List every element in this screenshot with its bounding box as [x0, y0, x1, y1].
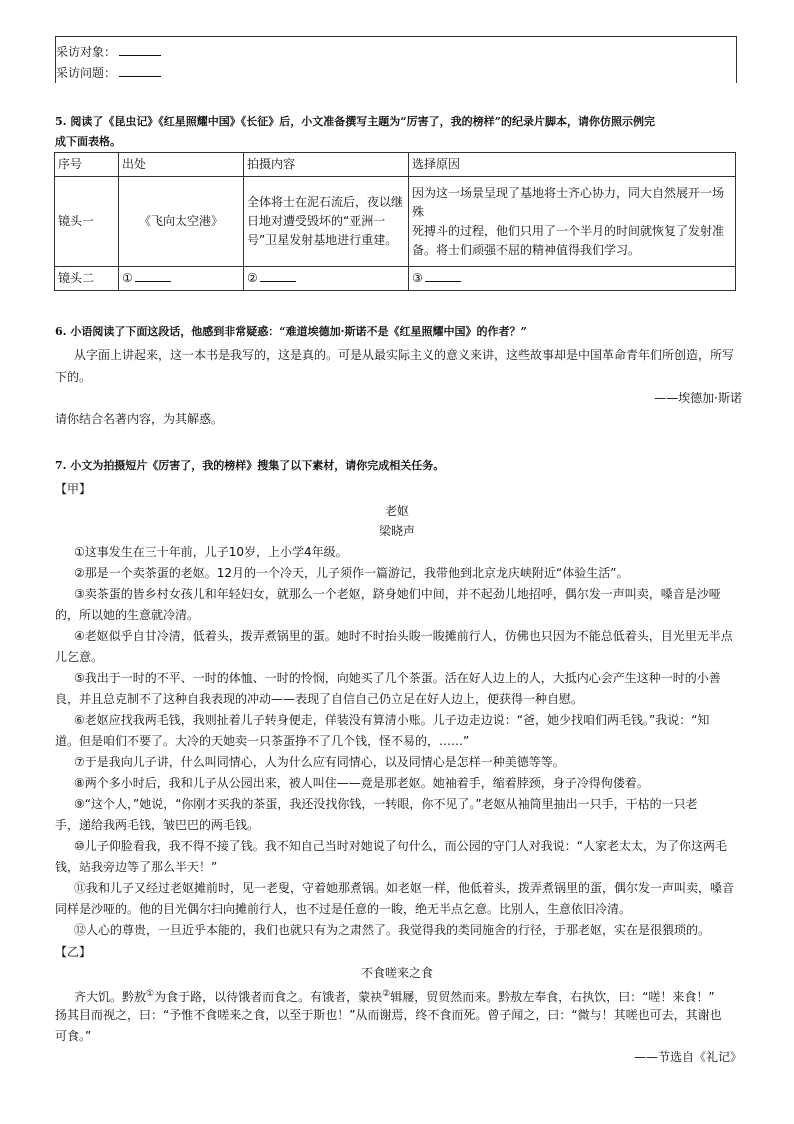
- interview-box: [55, 36, 737, 83]
- header-reason: 选择原因: [409, 153, 736, 177]
- row2-index: 镜头二: [55, 267, 119, 291]
- story-paragraph: 儿乞意。: [55, 650, 104, 664]
- interview-question-blank[interactable]: [119, 64, 161, 77]
- story-paragraph: 道。但是咱们不要了。大冷的天她卖一只茶蛋挣不了几个钱，怪不易的，……”: [55, 734, 470, 748]
- part-a-label: 【甲】: [55, 482, 92, 496]
- table-row: [55, 267, 736, 291]
- story-paragraph: 手，递给我两毛钱，皱巴巴的两毛钱。: [55, 818, 260, 832]
- row2-content-blank[interactable]: [260, 270, 296, 282]
- row2-source-blank[interactable]: [135, 270, 171, 282]
- row1-reason: [409, 177, 736, 267]
- q6-quote-line1: 从字面上讲起来，这一本书是我写的，这是真的。可是从最实际主义的意义来讲，这些故事却是中国革命青年们所创造，所写: [74, 348, 735, 362]
- blank-marker-2: ②: [247, 271, 258, 285]
- story-paragraph: ⑨“这个人，”她说，“你刚才买我的茶蛋，我还没找你钱，一转眼，你不见了。”老妪从袖筒里抽出一只手，干枯的一只老: [74, 797, 698, 811]
- story-paragraph: ④老妪似乎自甘冷清，低着头，拨弄煮锅里的蛋。她时不时抬头睃一睃摊前行人，仿佛也只因为不能总低着头，目光里无半点: [74, 629, 733, 643]
- row2-source-cell: [119, 267, 244, 291]
- blank-marker-3: ③: [412, 271, 423, 285]
- classic-text: 辑屦，贸贸然而来。黔敖左奉食，右执饮，曰：“嗟！来食！”: [390, 990, 715, 1004]
- row1-index: 镜头一: [55, 177, 119, 267]
- story-paragraph: 良，并且总克制不了这种自我表现的冲动——表现了自信自己仍立足在好人边上，便获得一种自慰。: [55, 692, 584, 706]
- classic-line3: 可食。”: [55, 1029, 92, 1043]
- row1-content-line: 号”卫星发射基地进行重建。: [247, 233, 398, 247]
- q6-title: 6. 小语阅读了下面这段话，他感到非常疑惑：“难道埃德加·斯诺不是《红星照耀中国》的作者？”: [55, 325, 527, 338]
- interview-question-row: [56, 64, 161, 81]
- story-title: 老妪: [384, 504, 409, 518]
- story-paragraph: ⑦于是我向儿子讲，什么叫同情心，人为什么应有同情心，以及同情心是怎样一种美德等等。: [74, 755, 565, 769]
- interview-target-blank[interactable]: [119, 43, 161, 56]
- interview-question-label: 采访问题：: [56, 66, 117, 80]
- footnote-marker: ①: [146, 989, 155, 999]
- footnote-marker: ②: [382, 989, 391, 999]
- story-paragraph: ⑪我和儿子又经过老妪摊前时，见一老叟，守着她那煮锅。如老妪一样，他低着头，拨弄煮锅里的蛋，偶尔发一声叫卖，嗓音: [74, 881, 735, 895]
- q6-task: 请你结合名著内容，为其解惑。: [55, 412, 224, 426]
- table-header-row: [55, 153, 736, 177]
- story-paragraph: ③卖茶蛋的皆乡村女孩儿和年轻妇女，就那么一个老妪，跻身她们中间，并不起劲儿地招呼，偶尔发一声叫卖，嗓音是沙哑: [74, 587, 721, 601]
- row2-reason-blank[interactable]: [425, 270, 461, 282]
- classic-line2: 扬其目而视之，曰：“予惟不食嗟来之食，以至于斯也！”从而谢焉，终不食而死。曾子闻之，曰：“微与！其嗟也可去，其谢也: [55, 1008, 722, 1022]
- row1-reason-line: 因为这一场景呈现了基地将士齐心协力，同大自然展开一场殊: [412, 185, 725, 219]
- interview-target-label: 采访对象：: [56, 45, 117, 59]
- q5-title-line2: 成下面表格。: [55, 135, 121, 148]
- row2-content-cell: [244, 267, 409, 291]
- table-row: [55, 177, 736, 267]
- q7-title: 7. 小文为拍摄短片《厉害了，我的榜样》搜集了以下素材，请你完成相关任务。: [55, 459, 445, 472]
- classic-title: 不食嗟来之食: [360, 966, 433, 980]
- story-paragraph: ⑥老妪应找我两毛钱，我则扯着儿子转身便走，佯装没有算清小账。儿子边走边说：“爸，她少找咱们两毛钱。”我说：“知: [74, 713, 710, 727]
- classic-source: ——节选自《礼记》: [633, 1050, 742, 1064]
- row1-reason-line: 死搏斗的过程，他们只用了一个半月的时间就恢复了发射准: [412, 223, 725, 238]
- story-paragraph: ②那是一个卖茶蛋的老妪。12月的一个冷天，儿子须作一篇游记，我带他到北京龙庆峡附近“体验生活”。: [74, 566, 629, 580]
- row1-content-line: 全体将士在泥石流后，夜以继: [247, 195, 404, 209]
- row1-source: 《飞向太空港》: [119, 177, 244, 267]
- story-paragraph: 同样是沙哑的。他的目光偶尔扫向摊前行人，也不过是任意的一睃，绝无半点乞意。比别人，生意依旧冷清。: [55, 902, 632, 916]
- q5-table: [54, 152, 736, 291]
- q5-title-line1: 5. 阅读了《昆虫记》《红星照耀中国》《长征》后，小文准备撰写主题为“厉害了，我的榜样”的纪录片脚本，请你仿照示例完: [55, 115, 655, 128]
- q6-attribution: ——埃德加·斯诺: [654, 391, 742, 405]
- story-author: 梁晓声: [378, 524, 415, 538]
- header-index: 序号: [55, 153, 119, 177]
- story-paragraph: 钱，站我旁边等了那么半天！”: [55, 860, 218, 874]
- classic-text: 齐大饥。黔敖: [74, 990, 147, 1004]
- row1-content: [244, 177, 409, 267]
- q6-quote-line2: 下的。: [55, 370, 92, 384]
- row2-reason-cell: [409, 267, 736, 291]
- row1-reason-line: 备。将士们顽强不屈的精神值得我们学习。: [412, 242, 641, 257]
- row1-content-line: 日地对遭受毁坏的“亚洲一: [247, 214, 386, 228]
- story-paragraph: ⑤我出于一时的不平、一时的体恤、一时的怜悯，向她买了几个茶蛋。活在好人边上的人，大抵内心会产生这种一时的小善: [74, 671, 721, 685]
- story-paragraph: ①这事发生在三十年前，儿子10岁，上小学4年级。: [74, 545, 348, 559]
- part-b-label: 【乙】: [55, 945, 92, 959]
- classic-text: 为食于路，以待饿者而食之。有饿者，蒙袂: [154, 990, 383, 1004]
- story-paragraph: ⑩儿子仰脸看我，我不得不接了钱。我不知自己当时对她说了句什么，而公园的守门人对我说：“人家老太太，为了你这两毛: [74, 839, 727, 853]
- story-paragraph: 的，所以她的生意就冷清。: [55, 608, 200, 622]
- header-content: 拍摄内容: [244, 153, 409, 177]
- header-source: 出处: [119, 153, 244, 177]
- blank-marker-1: ①: [122, 271, 133, 285]
- story-paragraph: ⑧两个多小时后，我和儿子从公园出来，被人叫住——竟是那老妪。她袖着手，缩着脖颈，身子冷得佝偻着。: [74, 776, 649, 790]
- interview-target-row: [56, 43, 161, 60]
- story-paragraph: ⑫人心的尊贵，一旦近乎本能的，我们也就只有为之肃然了。我觉得我的类同施舍的行径，于那老妪，实在是很猥琐的。: [74, 923, 711, 937]
